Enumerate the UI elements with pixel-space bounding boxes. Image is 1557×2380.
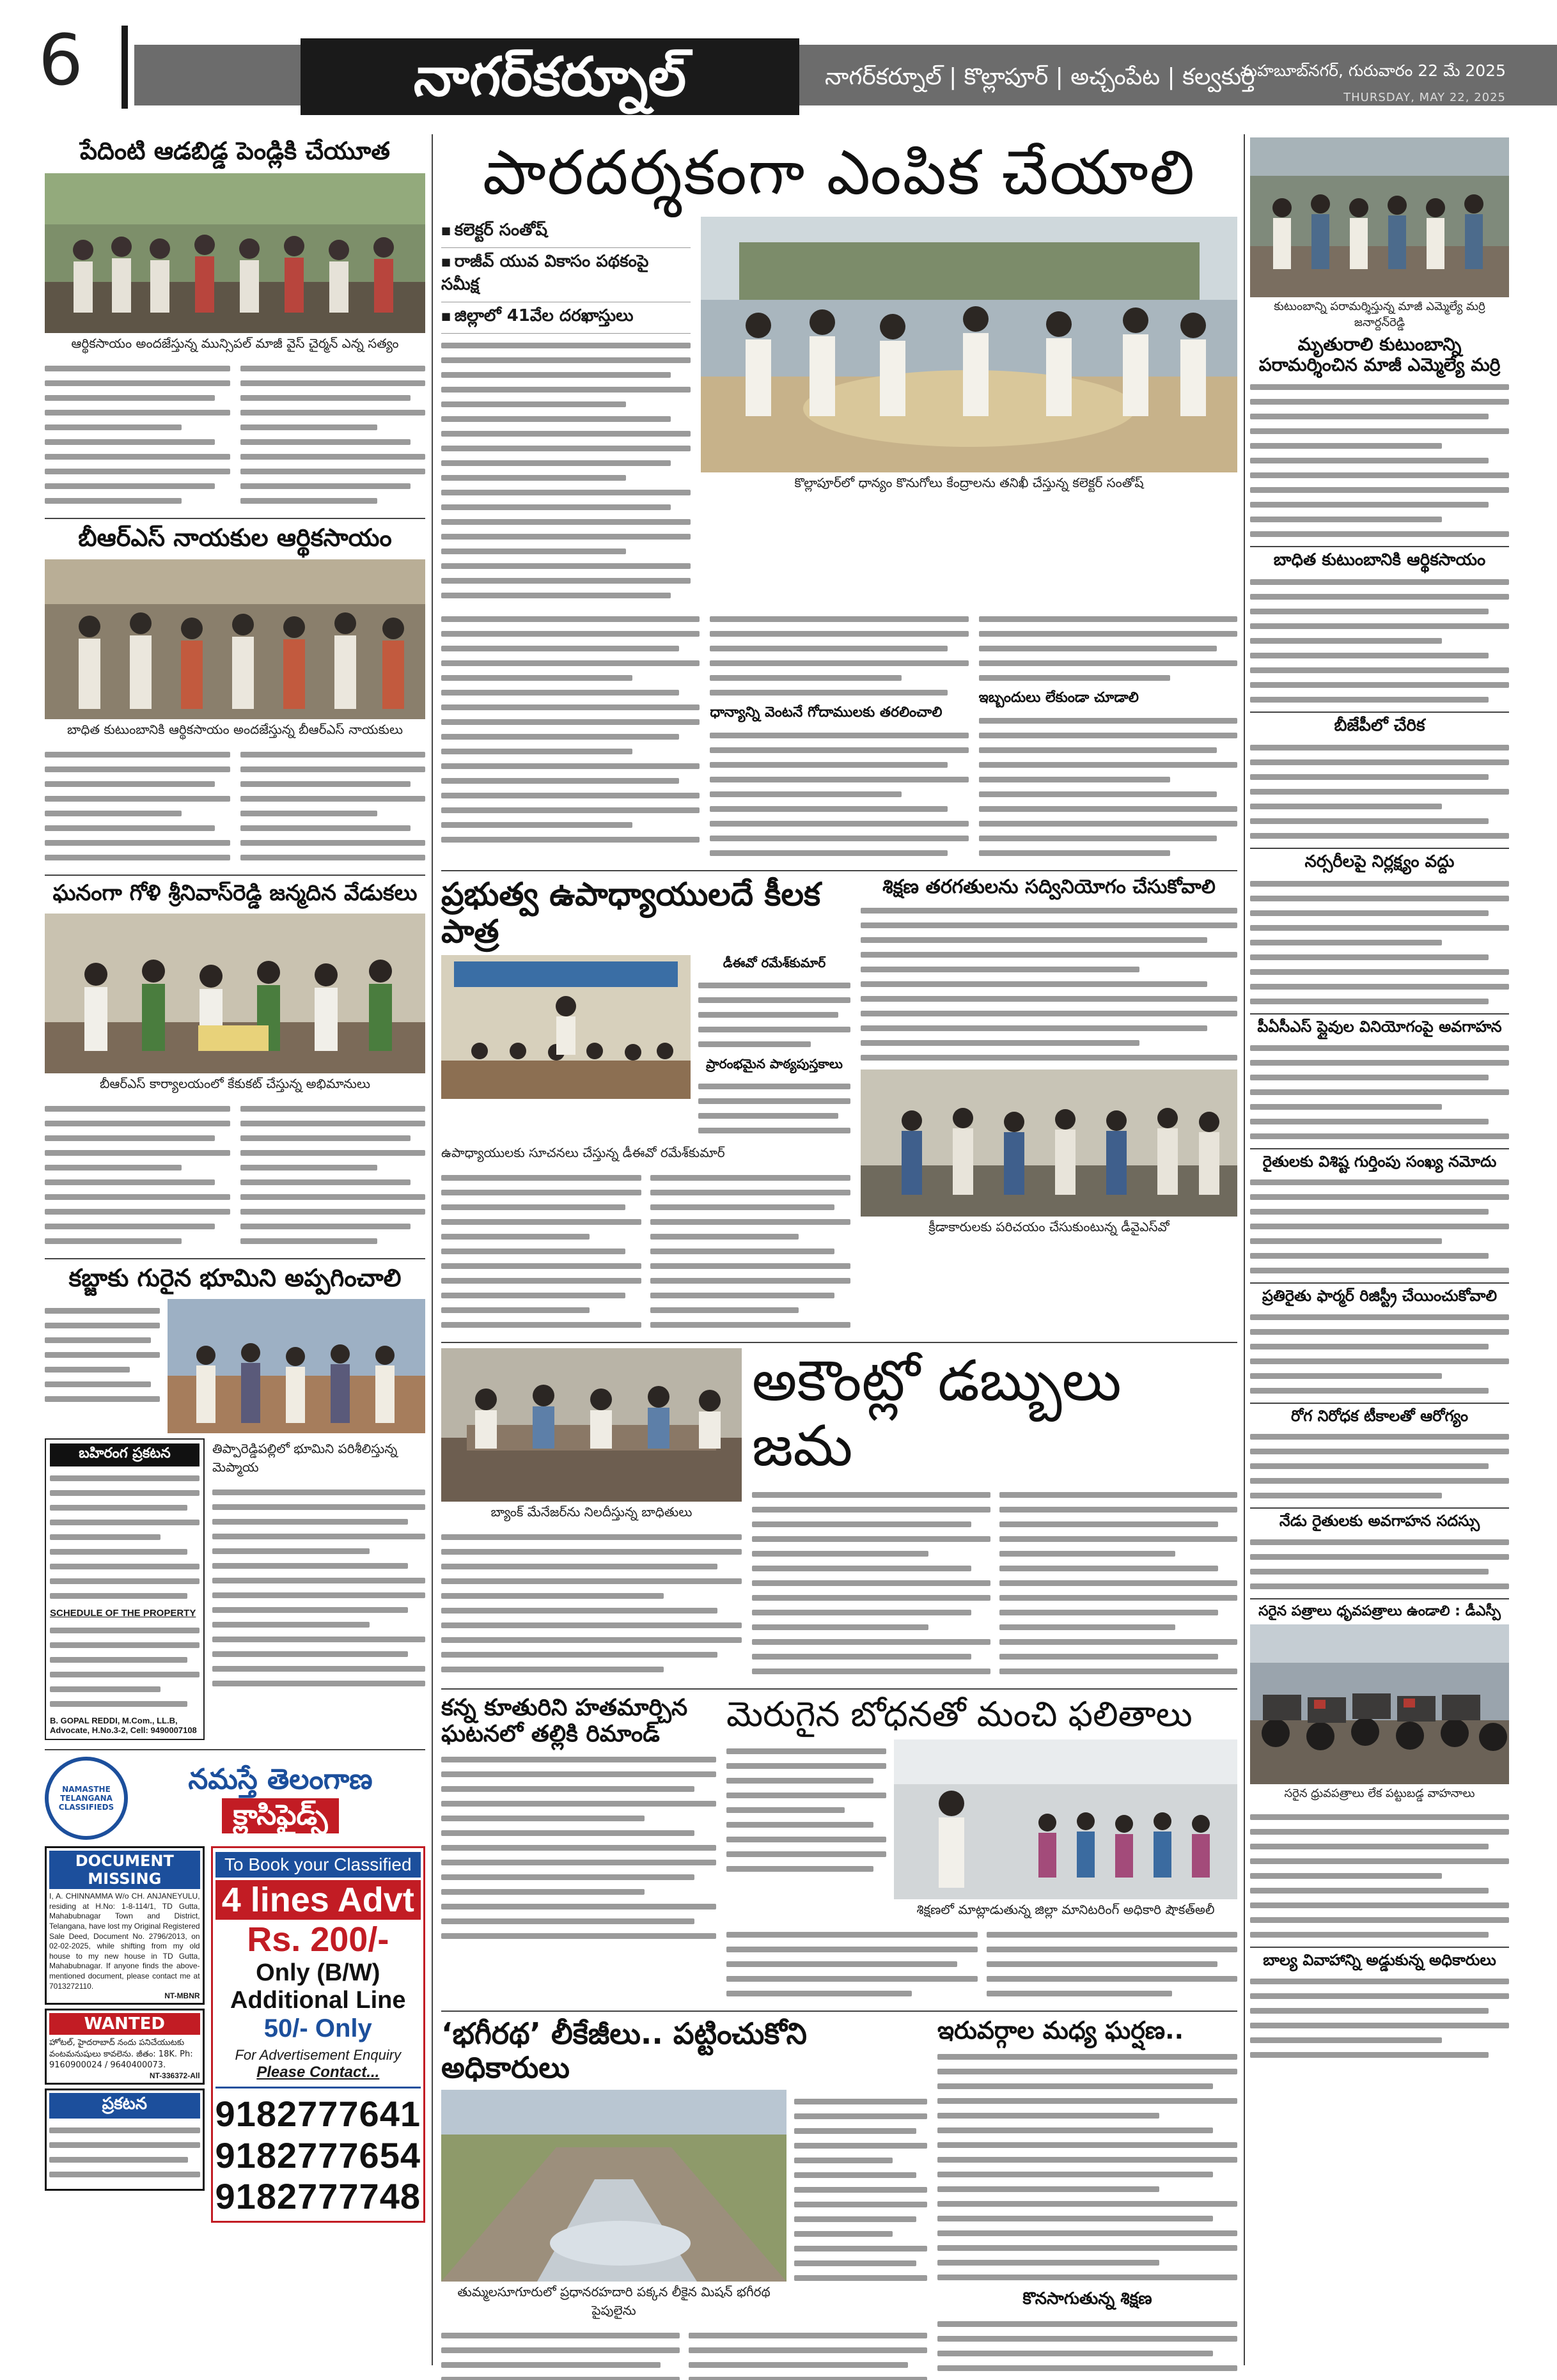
wanted-ad: [45, 2009, 205, 2085]
masthead: [0, 0, 1557, 128]
offer-extra: Additional Line: [230, 1987, 406, 2014]
story-text-column: [212, 1438, 425, 1740]
leak-story: [441, 2017, 927, 2380]
story-headline: సరైన పత్రాలు ధృవపత్రాలు ఉండాలి : డీఎస్పీ: [1250, 1598, 1509, 1619]
photo-caption: సరైన ధ్రువపత్రాలు లేక పట్టుబడ్డ వాహనాలు: [1284, 1787, 1475, 1801]
story-headline: బాధిత కుటుంబానికి ఆర్థికసాయం: [1250, 546, 1509, 570]
wanted-text: హోటల్, హైదరాబాద్ నందు పనిచేయుటకు వంటమనుషులు కావలెను. జీతం: 18K. Ph: 9160900024 / 9640400073.: [49, 2038, 193, 2071]
story-text: [987, 1923, 1238, 2005]
schedule-label: SCHEDULE OF THE PROPERTY: [50, 1608, 196, 1619]
lead-story-right: [701, 217, 1237, 607]
teaching-columns: [726, 1923, 1237, 2005]
classifieds-header: [45, 1757, 425, 1840]
story-body: [45, 1097, 425, 1253]
story-text: [726, 1739, 886, 1923]
story-headline: రైతులకు విశిష్ట గుర్తింపు సంఖ్య నమోదు: [1250, 1148, 1509, 1171]
offer-only: Only (B/W): [256, 1959, 380, 1987]
clash-story: [937, 2017, 1237, 2380]
account-left: [441, 1348, 742, 1683]
doc-missing-code: NT-MBNR: [164, 1991, 200, 2001]
story-text: [441, 1534, 742, 1672]
story-headline: ప్రతిరైతు ఫార్మర్ రిజిస్ట్రీ చేయించుకోవాలి: [1250, 1282, 1509, 1305]
booking-offer-box: [211, 1846, 425, 2223]
phone-list: [215, 2087, 421, 2217]
date-telugu: మహబూబ్‌నగర్, గురువారం 22 మే 2025: [1240, 61, 1506, 80]
offer-extra-price: 50/- Only: [263, 2014, 372, 2043]
teacher-block: [441, 955, 850, 1142]
phone-number[interactable]: 9182777748: [215, 2175, 421, 2216]
story-body: [45, 743, 425, 869]
classifieds-body: [45, 1846, 425, 2223]
story-text: [698, 983, 850, 1047]
photo-caption: క్రీడాకారులకు పరిచయం చేసుకుంటున్న డీవైఎస్‌వో: [928, 1218, 1170, 1234]
story-photo: [45, 559, 425, 719]
photo-caption: బ్యాంక్ మేనేజర్‌ను నిలదీస్తున్న బాధితులు: [490, 1504, 692, 1520]
photo-caption: తిప్పారెడ్డిపల్లిలో భూమిని పరిశీలిస్తున్న మెప్మాయ: [212, 1441, 398, 1475]
story-text: [1250, 1314, 1509, 1394]
photo-caption: ఉపాధ్యాయులకు సూచనలు చేస్తున్న డీఈవో రమేశ్‌కుమార్: [441, 1145, 725, 1161]
teaching-photo: [894, 1739, 1237, 1899]
story-headline: ‘భగీరథ’ లీకేజీలు.. పట్టించుకోని అధికారులు: [441, 2016, 807, 2085]
leak-photo-box: [441, 2090, 786, 2324]
phone-number[interactable]: 9182777654: [215, 2135, 421, 2175]
story-text: [1250, 1434, 1509, 1498]
photo-caption: బాధిత కుటుంబానికి ఆర్థికసాయం అందజేస్తున్న బీఆర్ఎస్ నాయకులు: [67, 722, 403, 738]
story-headline: పీఏసీఎస్ ప్లైవుల వినియోగంపై అవగాహన: [1250, 1013, 1509, 1036]
story-text: [1250, 881, 1509, 1004]
lead-text: [979, 616, 1237, 681]
offer-price: Rs. 200/-: [247, 1920, 389, 1959]
bank-photo: [441, 1348, 742, 1502]
story-text: [726, 1923, 978, 2005]
classified-ads: [45, 1846, 205, 2223]
story-text: [861, 908, 1237, 1061]
story-headline: కబ్జాకు గురైన భూమిని అప్పగించాలి: [68, 1264, 402, 1293]
leak-photo: [441, 2090, 786, 2282]
teacher-columns: [441, 1166, 850, 1337]
story-photo: [45, 914, 425, 1073]
story-row: [441, 1695, 1237, 2005]
story-text: [212, 1489, 425, 1686]
prakatana-title: ప్రకటన: [49, 2093, 200, 2119]
story-headline: బాల్య వివాహాన్ని అడ్డుకున్న అధికారులు: [1250, 1947, 1509, 1970]
photo-caption: కుటుంబాన్ని పరామర్శిస్తున్న మాజీ ఎమ్మెల్యే మర్రి జనార్దన్‌రెడ్డి: [1274, 300, 1485, 329]
enquiry-label: For Advertisement Enquiry: [235, 2047, 402, 2064]
photo-caption: బీఆర్ఎస్ కార్యాలయంలో కేకుకట్ చేస్తున్న అభిమానులు: [99, 1076, 371, 1092]
account-columns: [752, 1483, 1237, 1683]
divider: [45, 518, 425, 519]
story-headline: కన్న కూతురిని హతమార్చిన ఘటనలో తల్లికి రిమాండ్: [441, 1694, 688, 1748]
story-headline: నర్సరీలపై నిర్లక్ష్యం వద్దు: [1250, 848, 1509, 872]
teaching-story: [726, 1695, 1237, 2005]
story-headline: ఘనంగా గోళి శ్రీనివాస్‌రెడ్డి జన్మదిన వేడుకలు: [52, 880, 418, 906]
photo-caption: శిక్షణలో మాట్లాడుతున్న జిల్లా మానిటరింగ్ అధికారి షౌకత్అలీ: [916, 1901, 1215, 1917]
teacher-byline: డీఈవో రమేశ్‌కుమార్: [723, 955, 826, 971]
photo-caption: తుమ్మలసూగూరులో ప్రధానరహదారి పక్కన లీకైన మిషన్ భగీరథ పైపులైను: [457, 2283, 771, 2318]
story-text: [240, 743, 426, 869]
notice-text: [50, 1475, 200, 1599]
lead-text: [441, 616, 700, 843]
story-text: [650, 1166, 850, 1337]
divider: [45, 875, 425, 876]
leak-block: [441, 2090, 927, 2324]
story-block: [45, 1299, 425, 1433]
story-text: [937, 2321, 1237, 2380]
edition-title: నాగర్‌కర్నూల్: [301, 38, 799, 115]
leak-columns: [441, 2324, 927, 2380]
training-story: [861, 876, 1237, 1337]
story-block: [45, 1438, 425, 1740]
story-text: [1250, 579, 1509, 703]
story-text: [1250, 1814, 1509, 1938]
training-photo: [861, 1069, 1237, 1217]
story-text: [752, 1483, 990, 1683]
brand-title: నమస్తే తెలంగాణ: [188, 1762, 373, 1796]
divider: [45, 1749, 425, 1750]
date-english: THURSDAY, MAY 22, 2025: [1343, 91, 1506, 104]
lead-subhead: ధాన్యాన్ని వెంటనే గోదాములకు తరలించాలి: [710, 704, 943, 721]
story-text: [1250, 1539, 1509, 1589]
story-row: [441, 2017, 1237, 2380]
public-notice: [45, 1438, 205, 1740]
story-text: [45, 1097, 230, 1253]
story-headline: పేదింటి ఆడబిడ్డ పెండ్లికి చేయూత: [80, 137, 390, 165]
story-text: [937, 2054, 1237, 2280]
story-photo: [168, 1299, 425, 1433]
story-headline: అకౌంట్లో డబ్బులు జమ: [752, 1348, 1122, 1479]
story-text: [240, 1097, 426, 1253]
teacher-text: [698, 955, 850, 1142]
lead-column: [710, 607, 968, 865]
notice-title: బహిరంగ ప్రకటన: [50, 1443, 200, 1466]
story-text: [794, 2090, 927, 2324]
divider: [45, 1258, 425, 1259]
story-text: [441, 2324, 680, 2380]
page-number: 6: [38, 19, 83, 101]
contact-label: Please Contact...: [256, 2064, 380, 2081]
story-text: [441, 1166, 641, 1337]
phone-number[interactable]: 9182777641: [215, 2094, 421, 2135]
story-row: [441, 876, 1237, 1337]
teacher-subhead: ప్రారంభమైన పాఠ్యపుస్తకాలు: [706, 1056, 843, 1072]
notice-text: [50, 1628, 200, 1707]
doc-missing-text: I, A. CHINNAMMA W/o CH. ANJANEYULU, residing at H.No: 1-8-114/1, TD Gutta, Mahabubnagar Town and District, Telangana, have lost my Original Registered Sale Deed, Document No. 2796/2013, on 02-02-2025, while shifting from my old house to my new house in TD Gutta, Mahabubnagar. If anyone finds the above-mentioned document, please contact me at 7013272110.: [49, 1892, 200, 1991]
lead-text: [710, 733, 968, 856]
teacher-story: [441, 876, 850, 1337]
divider: [441, 870, 1237, 871]
edition-towns: నాగర్‌కర్నూల్ | కొల్లాపూర్ | అచ్చంపేట | కల్వకుర్తి: [825, 64, 1255, 90]
story-text: [45, 357, 230, 513]
story-headline: నేడు రైతులకు అవగాహన సదస్సు: [1250, 1507, 1509, 1530]
story-text: [689, 2324, 927, 2380]
doc-missing-ad: [45, 1846, 205, 2005]
story-headline: మెరుగైన బోధనతో మంచి ఫలితాలు: [726, 1693, 1193, 1734]
column-rule: [432, 134, 433, 2365]
story-text: [698, 1084, 850, 1133]
column-rule: [1244, 134, 1245, 2365]
wanted-title: WANTED: [49, 2013, 200, 2035]
lead-photo: [701, 217, 1237, 472]
prakatana-ad: [45, 2088, 205, 2191]
story-photo: [45, 173, 425, 333]
divider: [441, 2011, 1237, 2012]
left-column: [45, 137, 425, 2223]
lead-column: [979, 607, 1237, 865]
lead-subhead: ఇబ్బందులు లేకుండా చూడాలి: [978, 690, 1139, 706]
story-text: [240, 357, 426, 513]
story-headline: ఇరువర్గాల మధ్య ఘర్షణ..: [937, 2016, 1184, 2044]
brand-subtitle: క్లాసిఫైడ్స్: [222, 1798, 340, 1833]
offer-line1: To Book your Classified: [215, 1852, 421, 1878]
lead-bullet: ■ రాజీవ్ యువ వికాసం పథకంపై సమీక్ష: [441, 248, 691, 302]
story-photo: [1250, 137, 1509, 297]
story-headline: ప్రభుత్వ ఉపాధ్యాయులదే కీలక పాత్ర: [441, 876, 821, 950]
lead-text: [710, 616, 968, 696]
lead-text: [979, 718, 1237, 856]
lead-story-columns: [441, 607, 1237, 865]
story-headline: శిక్షణ తరగతులను సద్వినియోగం చేసుకోవాలి: [882, 876, 1216, 899]
right-column: [1250, 137, 1509, 2067]
story-headline: బీజేపీలో చేరిక: [1250, 712, 1509, 736]
story-body: [45, 357, 425, 513]
story-text: [1250, 1179, 1509, 1273]
teaching-block: [726, 1739, 1237, 1923]
story-text: [1250, 745, 1509, 839]
lead-text: [441, 343, 691, 598]
teaching-photo-box: [894, 1739, 1237, 1923]
vehicles-photo: [1250, 1624, 1509, 1784]
story-text: [999, 1483, 1238, 1683]
center-column: [441, 137, 1237, 2380]
classifieds-brand: [136, 1764, 425, 1833]
page-number-rule: [121, 26, 128, 109]
teacher-photo: [441, 955, 691, 1099]
story-headline: రోగ నిరోధక టీకాలతో ఆరోగ్యం: [1250, 1403, 1509, 1426]
lead-story: [441, 217, 1237, 607]
lead-bullet: ■ కలెక్టర్ సంతోష్: [441, 217, 691, 248]
account-story: [441, 1348, 1237, 1683]
offer-line2: 4 lines Advt: [215, 1880, 421, 1920]
story-text: [1250, 1979, 1509, 2058]
lead-headline: పారదర్శకంగా ఎంపిక చేయాలి: [482, 137, 1196, 208]
prakatana-text: [49, 2127, 200, 2177]
photo-caption: ఆర్థికసాయం అందజేస్తున్న మున్సిపల్ మాజీ వైస్ చైర్మన్ ఎన్న సత్యం: [71, 335, 399, 351]
story-headline: మృతురాలి కుటుంబాన్ని పరామర్శించిన మాజీ ఎమ్మెల్యే మర్రి: [1258, 334, 1501, 376]
story-text: [45, 743, 230, 869]
story-headline: బీఆర్ఎస్ నాయకుల ఆర్థికసాయం: [78, 523, 392, 552]
divider: [441, 1688, 1237, 1690]
story-text: [441, 1757, 716, 1939]
lead-story-left: [441, 217, 691, 607]
account-right: [752, 1348, 1237, 1683]
story-text: [45, 1299, 160, 1433]
doc-missing-title: DOCUMENT MISSING: [49, 1851, 200, 1889]
story-text: [1250, 384, 1509, 537]
lead-column: [441, 607, 700, 865]
lead-photo-caption: కొల్లాపూర్‌లో ధాన్యం కొనుగోలు కేంద్రాలను తనిఖీ చేస్తున్న కలెక్టర్ సంతోష్: [794, 475, 1144, 491]
wanted-code: NT-336372-All: [149, 2071, 200, 2080]
story-text: [1250, 1045, 1509, 1139]
story-subhead: కొనసాగుతున్న శిక్షణ: [1022, 2289, 1152, 2308]
classifieds-seal-icon: NAMASTHE TELANGANA CLASSIFIEDS: [45, 1757, 128, 1840]
advocate-signature: B. GOPAL REDDI, M.Com., LL.B, Advocate, H.No.3-2, Cell: 9490007108: [50, 1716, 197, 1736]
lead-bullet: ■ జిల్లాలో 41వేల దరఖాస్తులు: [441, 302, 691, 334]
remand-story: [441, 1695, 716, 2005]
divider: [441, 1342, 1237, 1343]
